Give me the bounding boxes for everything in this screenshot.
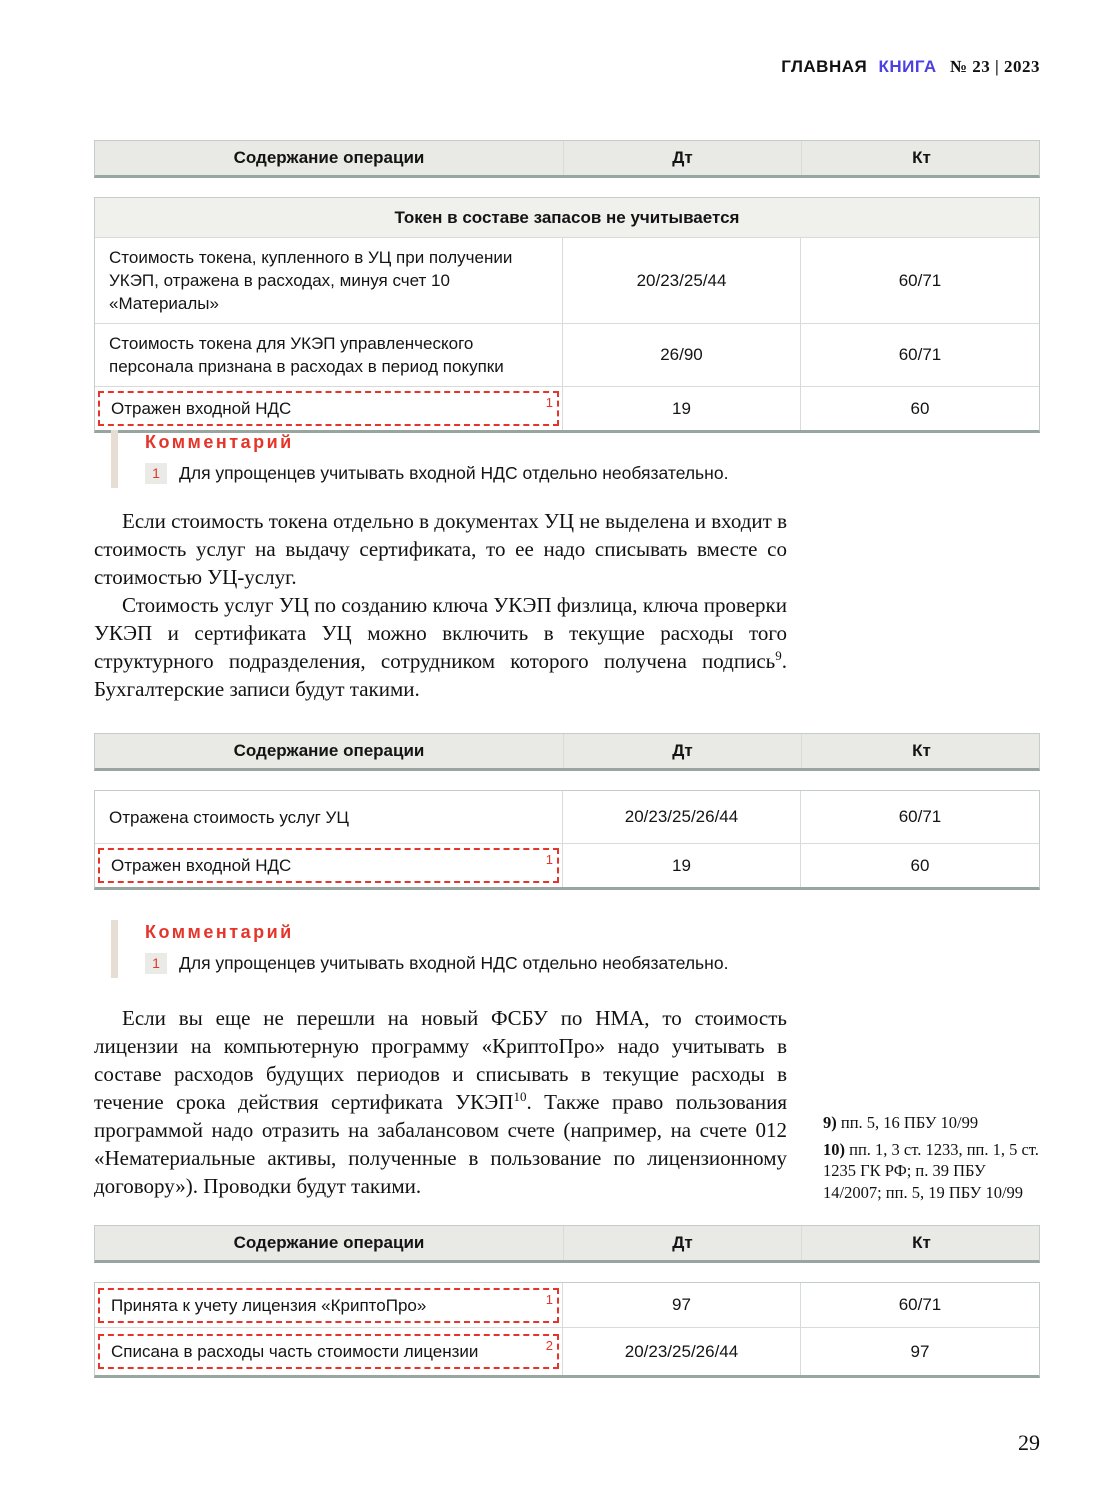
column-header-credit: Кт <box>801 1226 1041 1260</box>
operation-cell: Отражена стоимость услуг УЦ <box>109 807 349 827</box>
table-body <box>94 1282 1040 1378</box>
debit-cell: 20/23/25/26/44 <box>562 1328 800 1375</box>
body-paragraph <box>94 591 787 703</box>
table-header-row <box>94 1225 1040 1263</box>
comment-callout-box <box>98 848 559 883</box>
operation-cell <box>95 1283 562 1327</box>
table-body <box>94 197 1040 433</box>
comment-side-bar <box>111 920 118 978</box>
issue-number: № 23 | 2023 <box>949 57 1040 76</box>
footnote-number: 9) <box>823 1113 837 1132</box>
operation-cell: Стоимость токена, купленного в УЦ при получении УКЭП, отражена в расходах, минуя счет 10 «Материалы» <box>109 248 513 313</box>
comment-ref-marker: 1 <box>545 1291 553 1307</box>
table-row <box>95 1327 1039 1375</box>
credit-cell: 60/71 <box>800 791 1039 843</box>
comment-callout-box <box>98 391 559 426</box>
paragraph-text: . Бухгалтерские записи будут такими. <box>94 649 787 701</box>
table-row <box>95 386 1039 430</box>
paragraph-text: Если вы еще не перешли на новый ФСБУ по НМА, то стоимость лицензии на компьютерную программу «КриптоПро» надо учитывать в составе расходов будущих периодов и списывать в текущие расходы в течение срока действия сертификата УКЭП <box>94 1006 787 1114</box>
paragraph-text: Если стоимость токена отдельно в документах УЦ не выделена и входит в стоимость услуг на выдачу сертификата, то ее надо списывать вместе со стоимостью УЦ-услуг. <box>94 509 787 589</box>
debit-cell: 97 <box>562 1283 800 1327</box>
comment-ref-marker: 2 <box>545 1338 553 1353</box>
operation-text: Отражен входной НДС <box>111 856 292 875</box>
table-header-row <box>94 733 1040 771</box>
table-row <box>95 323 1039 386</box>
credit-cell: 60 <box>800 844 1039 887</box>
footnote-item <box>823 1139 1043 1204</box>
footnote-superscript: 9 <box>775 648 782 663</box>
comment-callout-box <box>98 1288 559 1323</box>
credit-cell: 97 <box>800 1328 1039 1375</box>
comment-ref-marker: 1 <box>545 395 553 410</box>
paragraph-text: Стоимость услуг УЦ по созданию ключа УКЭП физлица, ключа проверки УКЭП и сертификата УЦ можно включить в текущие расходы того структурного подразделения, сотрудником которого получена подпись <box>94 593 787 673</box>
comment-block <box>111 430 811 488</box>
operation-cell: Стоимость токена для УКЭП управленческого персонала признана в расходах в период покупки <box>109 334 504 376</box>
footnote-number: 10) <box>823 1139 845 1159</box>
column-header-debit: Дт <box>563 734 801 768</box>
debit-cell: 20/23/25/26/44 <box>562 791 800 843</box>
table-row <box>95 238 1039 323</box>
column-header-operation: Содержание операции <box>233 148 425 167</box>
comment-text: Для упрощенцев учитывать входной НДС отдельно необязательно. <box>179 953 729 973</box>
footnote-text: пп. 5, 16 ПБУ 10/99 <box>840 1113 979 1132</box>
credit-cell: 60/71 <box>800 1283 1039 1327</box>
body-paragraph <box>94 1004 787 1200</box>
column-header-credit: Кт <box>801 734 1041 768</box>
brand-kniga: КНИГА <box>878 57 937 76</box>
debit-cell: 19 <box>562 844 800 887</box>
footnote-text: пп. 1, 3 ст. 1233, пп. 1, 5 ст. 1235 ГК РФ; п. 39 ПБУ 14/2007; пп. 5, 19 ПБУ 10/99 <box>823 1139 1039 1202</box>
comment-number-badge: 1 <box>145 953 167 974</box>
comment-number-badge: 1 <box>145 463 167 484</box>
credit-cell: 60/71 <box>800 324 1039 386</box>
operation-text: Списана в расходы часть стоимости лицензии <box>111 1342 479 1361</box>
comment-callout-box <box>98 1334 559 1369</box>
page-header <box>781 57 1040 77</box>
comment-title: Комментарий <box>145 922 294 942</box>
table-row <box>95 1283 1039 1327</box>
comment-ref-marker: 1 <box>545 852 553 867</box>
postings-table-license <box>94 1225 1040 1378</box>
footnote-superscript: 10 <box>513 1089 527 1104</box>
column-header-debit: Дт <box>563 141 801 175</box>
paragraph-text: . Также право пользования программой надо отразить на забалансовом счете (например, на счете 012 «Нематериальные активы, полученные в пользование по лицензионному договору»). Проводки будут такими. <box>94 1090 787 1198</box>
footnote-item <box>823 1112 1043 1134</box>
column-header-operation: Содержание операции <box>233 1233 425 1252</box>
operation-cell <box>95 387 562 430</box>
comment-item <box>145 953 728 974</box>
comment-block <box>111 920 811 978</box>
column-header-credit: Кт <box>801 141 1041 175</box>
debit-cell: 19 <box>562 387 800 430</box>
brand-glavnaya: ГЛАВНАЯ <box>781 57 868 76</box>
body-paragraph <box>94 507 787 591</box>
debit-cell: 20/23/25/44 <box>562 238 800 323</box>
credit-cell: 60/71 <box>800 238 1039 323</box>
table-row <box>95 843 1039 887</box>
postings-table-token <box>94 140 1040 433</box>
table-row <box>95 791 1039 843</box>
credit-cell: 60 <box>800 387 1039 430</box>
operation-cell <box>95 1328 562 1375</box>
table-section-subheader: Токен в составе запасов не учитывается <box>95 198 1039 238</box>
operation-text: Отражен входной НДС <box>111 399 292 418</box>
body-text-block <box>94 507 787 703</box>
postings-table-uc-services <box>94 733 1040 890</box>
operation-cell <box>95 844 562 887</box>
operation-text: Принята к учету лицензия «КриптоПро» <box>111 1295 427 1315</box>
debit-cell: 26/90 <box>562 324 800 386</box>
comment-text: Для упрощенцев учитывать входной НДС отдельно необязательно. <box>179 463 729 483</box>
table-header-row <box>94 140 1040 178</box>
column-header-debit: Дт <box>563 1226 801 1260</box>
body-text-block <box>94 1004 787 1200</box>
table-body <box>94 790 1040 890</box>
page-number: 29 <box>1018 1430 1040 1455</box>
comment-side-bar <box>111 430 118 488</box>
comment-item <box>145 463 728 484</box>
comment-title: Комментарий <box>145 432 294 452</box>
column-header-operation: Содержание операции <box>233 741 425 760</box>
sidebar-footnotes <box>823 1112 1043 1208</box>
